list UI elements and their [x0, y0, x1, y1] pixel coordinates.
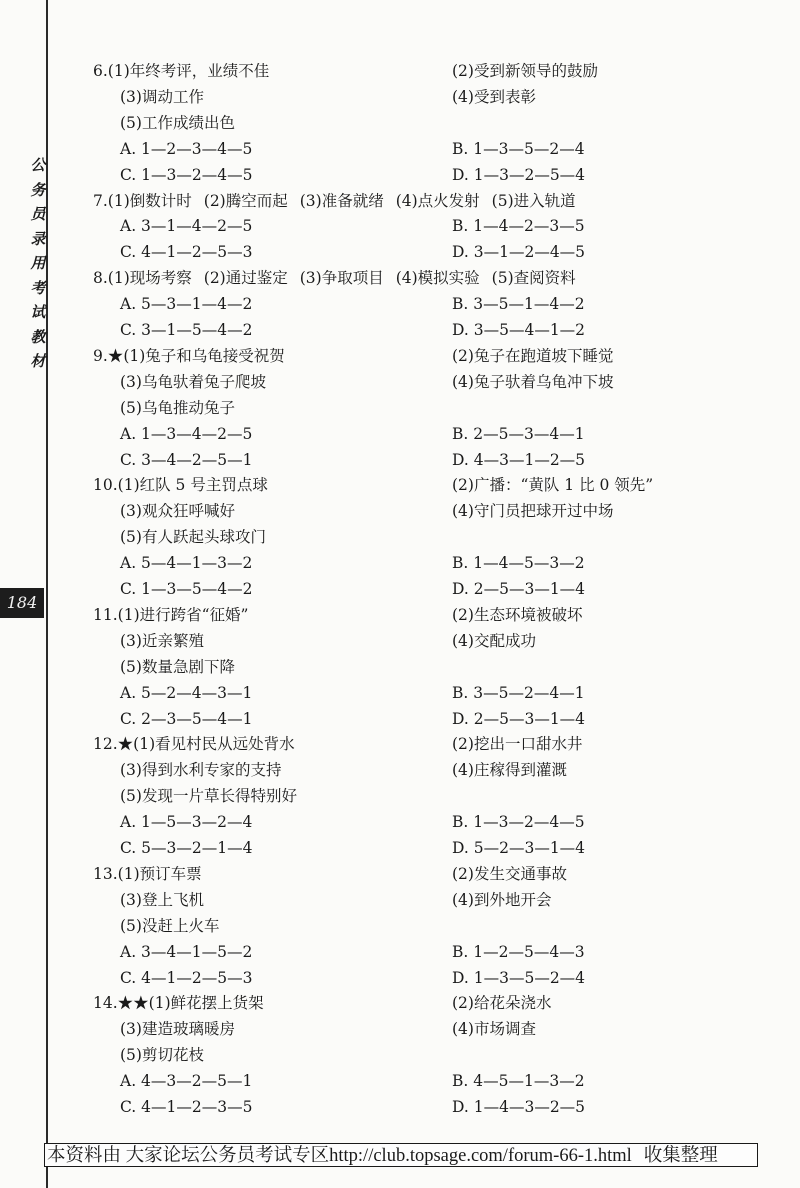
event-item: (4)受到表彰 [452, 87, 536, 106]
question-stem [93, 861, 202, 887]
answer-option: C. 4—1—2—5—3 [120, 243, 253, 262]
footer-banner [44, 1143, 758, 1167]
event-item: (5)工作成绩出色 [120, 113, 235, 132]
question-stem [93, 472, 268, 498]
answer-option: C. 1—3—5—4—2 [120, 580, 253, 598]
side-title-char: 教 [30, 327, 46, 346]
page-number-badge: 184 [0, 588, 44, 618]
event-item: (5)查阅资料 [491, 269, 576, 288]
event-item: (4)市场调查 [452, 1020, 536, 1039]
footer-source-text: 本资料由 大家论坛公务员考试专区 [47, 1146, 330, 1166]
question-number: 10. [93, 476, 118, 495]
answer-option: A. 1—3—4—2—5 [120, 424, 253, 443]
event-item: (4)点火发射 [395, 191, 480, 210]
event-item: (5)没赶上火车 [120, 916, 220, 935]
event-item: (1)兔子和乌龟接受祝贺 [123, 346, 285, 365]
answer-option: D. 2—5—3—1—4 [452, 709, 586, 728]
question-stem [93, 188, 576, 214]
event-item: (4)兔子驮着乌龟冲下坡 [452, 372, 614, 391]
side-title-char: 用 [30, 254, 46, 272]
event-item: (5)剪切花枝 [120, 1046, 204, 1065]
event-item: (1)鲜花摆上货架 [148, 994, 264, 1013]
question-number: 7. [93, 191, 108, 210]
event-item: (3)得到水利专家的支持 [120, 761, 282, 780]
margin-rule [46, 0, 48, 1188]
event-item: (2)给花朵浇水 [452, 994, 552, 1013]
side-title-char: 试 [30, 303, 46, 321]
answer-option: D. 1—4—3—2—5 [452, 1098, 586, 1116]
answer-option: D. 3—5—4—1—2 [452, 321, 586, 339]
event-item: (2)生态环境被破坏 [452, 605, 583, 624]
answer-option: A. 4—3—2—5—1 [120, 1072, 253, 1091]
answer-option: B. 1—4—2—3—5 [452, 217, 585, 236]
side-title-char: 公 [30, 156, 46, 174]
question-stem [93, 731, 295, 757]
answer-option: A. 5—2—4—3—1 [120, 683, 253, 702]
event-item: (4)模拟实验 [395, 269, 480, 288]
event-item: (5)有人跃起头球攻门 [120, 528, 266, 547]
event-item: (4)到外地开会 [452, 890, 552, 909]
answer-option: B. 1—3—2—4—5 [452, 813, 585, 832]
event-item: (5)数量急剧下降 [120, 657, 235, 676]
event-item: (3)调动工作 [120, 87, 204, 106]
event-item: (5)乌龟推动兔子 [120, 398, 235, 417]
difficulty-star-icon: ★★ [117, 994, 149, 1013]
answer-option: D. 4—3—1—2—5 [452, 450, 586, 469]
footer-url[interactable]: http://club.topsage.com/forum-66-1.html [329, 1146, 632, 1166]
event-item: (1)倒数计时 [107, 191, 192, 210]
question-number: 9. [93, 346, 108, 365]
answer-option: B. 3—5—1—4—2 [452, 295, 585, 314]
answer-option: D. 3—1—2—4—5 [452, 243, 586, 262]
answer-option: B. 1—4—5—3—2 [452, 554, 585, 573]
answer-option: D. 1—3—5—2—4 [452, 968, 586, 987]
event-item: (4)庄稼得到灌溉 [452, 761, 567, 780]
answer-option: A. 3—1—4—2—5 [120, 217, 253, 236]
question-number: 13. [93, 864, 118, 883]
answer-option: C. 4—1—2—5—3 [120, 968, 253, 987]
question-number: 8. [93, 269, 108, 288]
event-item: (3)争取项目 [299, 269, 384, 288]
event-item: (1)现场考察 [107, 269, 192, 288]
answer-option: A. 3—4—1—5—2 [120, 942, 253, 961]
event-item: (1)年终考评，业绩不佳 [107, 62, 270, 80]
side-title-char: 录 [30, 229, 46, 248]
event-item: (1)进行跨省“征婚” [117, 605, 249, 624]
side-title [30, 150, 46, 377]
footer-collect-text: 收集整理 [643, 1146, 718, 1166]
event-item: (4)交配成功 [452, 631, 536, 650]
answer-option: C. 4—1—2—3—5 [120, 1098, 253, 1116]
question-stem [93, 602, 248, 628]
question-number: 14. [93, 994, 118, 1013]
event-item: (5)进入轨道 [491, 191, 576, 210]
event-item: (4)守门员把球开过中场 [452, 502, 614, 521]
answer-option: A. 5—4—1—3—2 [120, 554, 253, 573]
event-item: (1)预订车票 [117, 864, 202, 883]
side-title-char: 考 [30, 278, 46, 297]
question-number: 12. [93, 735, 118, 754]
event-item: (3)乌龟驮着兔子爬坡 [120, 372, 266, 391]
question-number: 11. [93, 605, 118, 624]
answer-option: D. 1—3—2—5—4 [452, 165, 586, 184]
event-item: (2)兔子在跑道坡下睡觉 [452, 346, 614, 365]
event-item: (1)看见村民从远处背水 [133, 735, 295, 754]
answer-option: D. 2—5—3—1—4 [452, 580, 586, 598]
event-item: (3)登上飞机 [120, 890, 204, 909]
answer-option: B. 1—3—5—2—4 [452, 139, 585, 158]
answer-option: B. 4—5—1—3—2 [452, 1072, 585, 1091]
event-item: (2)通过鉴定 [203, 269, 288, 288]
event-item: (2)腾空而起 [203, 191, 288, 210]
answer-option: A. 1—5—3—2—4 [120, 813, 253, 832]
answer-option: D. 5—2—3—1—4 [452, 839, 586, 857]
answer-option: C. 3—1—5—4—2 [120, 321, 253, 339]
answer-option: C. 2—3—5—4—1 [120, 709, 253, 728]
side-title-char: 务 [30, 180, 46, 199]
event-item: (1)红队 5 号主罚点球 [117, 476, 268, 495]
question-stem [93, 265, 576, 291]
answer-option: B. 3—5—2—4—1 [452, 683, 585, 702]
answer-option: C. 5—3—2—1—4 [120, 839, 253, 857]
difficulty-star-icon: ★ [117, 735, 134, 754]
question-stem [93, 343, 285, 369]
event-item: (2)广播：“黄队 1 比 0 领先” [452, 476, 654, 495]
answer-option: A. 5—3—1—4—2 [120, 295, 253, 314]
event-item: (2)受到新领导的鼓励 [452, 62, 598, 80]
answer-option: C. 3—4—2—5—1 [120, 450, 253, 469]
event-item: (2)挖出一口甜水井 [452, 735, 583, 754]
answer-option: B. 2—5—3—4—1 [452, 424, 585, 443]
event-item: (3)观众狂呼喊好 [120, 502, 235, 521]
answer-option: C. 1—3—2—4—5 [120, 165, 253, 184]
event-item: (3)近亲繁殖 [120, 631, 204, 650]
event-item: (3)准备就绪 [299, 191, 384, 210]
question-stem [93, 990, 264, 1016]
difficulty-star-icon: ★ [107, 346, 124, 365]
side-title-char: 材 [30, 352, 46, 370]
event-item: (3)建造玻璃暖房 [120, 1020, 235, 1039]
event-item: (2)发生交通事故 [452, 864, 567, 883]
event-item: (5)发现一片草长得特别好 [120, 787, 297, 806]
answer-option: A. 1—2—3—4—5 [120, 139, 253, 158]
answer-option: B. 1—2—5—4—3 [452, 942, 585, 961]
side-title-char: 员 [30, 205, 46, 223]
question-stem [93, 58, 269, 84]
question-number: 6. [93, 62, 108, 80]
